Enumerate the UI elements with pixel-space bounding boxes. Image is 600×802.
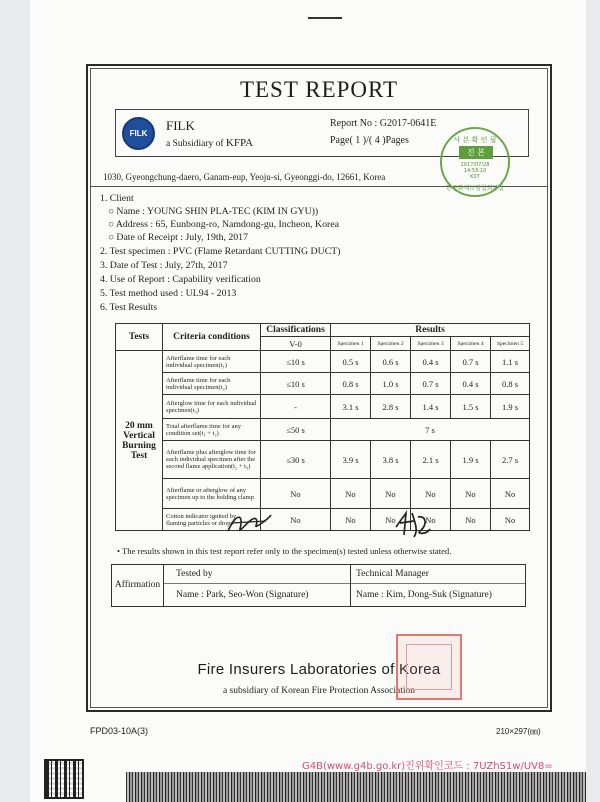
result-cell: No: [371, 479, 411, 509]
affirmation-box: [111, 564, 526, 607]
client-address: ○ Address : 65, Eunbong-ro, Namdong-gu, Incheon, Korea: [108, 219, 339, 230]
test-name-line: Test: [130, 450, 148, 461]
criteria-cell: Afterflame time for each individual specimen(t₂): [163, 373, 261, 395]
classification-cell: ≤10 s: [261, 351, 331, 373]
result-cell: 0.8 s: [331, 373, 371, 395]
header-specimen-4: Specimen 4: [451, 337, 491, 351]
result-cell: 1.1 s: [491, 351, 530, 373]
test-name-cell: [116, 351, 163, 531]
table-row: [116, 509, 530, 531]
client-receipt-date: ○ Date of Receipt : July, 19th, 2017: [108, 232, 248, 243]
result-cell: No: [451, 479, 491, 509]
result-cell: 3.1 s: [331, 395, 371, 419]
result-cell: 0.5 s: [331, 351, 371, 373]
org-address: 1030, Gyeongchung-daero, Ganam-eup, Yeoju-si, Gyeonggi-do, 12661, Korea: [103, 172, 386, 182]
org-subsidiary: [166, 137, 253, 149]
org-subsidiary-prefix: a Subsidiary of: [166, 139, 224, 149]
table-row: [116, 373, 530, 395]
signature-park-icon: [226, 509, 272, 537]
classification-cell: ≤50 s: [261, 419, 331, 441]
results-note: • The results shown in this test report refer only to the specimen(s) tested unless otherwise stated.: [117, 546, 452, 556]
form-code: FPD03-10A(3): [90, 726, 149, 736]
result-cell: No: [451, 509, 491, 531]
paper-size: 210×297(㎜): [496, 727, 541, 736]
header-specimen-1: Specimen 1: [331, 337, 371, 351]
result-cell: 2.1 s: [411, 441, 451, 479]
criteria-cell: Cotton indicator ignited by flaming particles or drops: [163, 509, 261, 531]
technical-manager-name: Name : Kim, Dong-Suk (Signature): [356, 590, 492, 600]
criteria-cell: Afterglow time for each individual specimen(t₃): [163, 395, 261, 419]
result-cell: 1.9 s: [451, 441, 491, 479]
lab-subsidiary: a subsidiary of Korean Fire Protection Association: [222, 686, 416, 696]
top-mark: [308, 17, 342, 19]
result-cell: 0.8 s: [491, 373, 530, 395]
report-pages: Page( 1 )/( 4 )Pages: [330, 135, 409, 146]
header-classifications: Classifications: [261, 324, 331, 337]
test-method: 5. Test method used : UL94 - 2013: [100, 288, 237, 299]
stamp-time: 14:53:10: [463, 168, 487, 174]
org-name: FILK: [166, 118, 195, 133]
classification-cell: ≤30 s: [261, 441, 331, 479]
result-cell: 0.4 s: [451, 373, 491, 395]
classification-cell: ≤10 s: [261, 373, 331, 395]
client-heading: 1. Client: [100, 193, 134, 204]
filk-logo-icon: [122, 117, 155, 150]
result-cell: 0.7 s: [451, 351, 491, 373]
criteria-cell: Total afterflame time for any condition set(t₁ + t₂): [163, 419, 261, 441]
qr-code-icon: [44, 759, 84, 799]
stamp-bottom-text: 한국화재보험협회부설: [446, 185, 504, 192]
result-cell: 1.4 s: [411, 395, 451, 419]
tested-by-label: Tested by: [176, 569, 213, 579]
table-row: [116, 479, 530, 509]
result-cell: 1.5 s: [451, 395, 491, 419]
table-row: [116, 419, 530, 441]
barcode-icon: [126, 772, 586, 802]
header-criteria: Criteria conditions: [163, 324, 261, 351]
client-name: ○ Name : YOUNG SHIN PLA-TEC (KIM IN GYU)): [108, 206, 319, 217]
result-cell: 3.8 s: [371, 441, 411, 479]
logo-text: FILK: [129, 129, 148, 138]
test-date: 3. Date of Test : July, 27th, 2017: [100, 260, 228, 271]
report-use: 4. Use of Report : Capability verification: [100, 274, 261, 285]
result-cell: No: [371, 509, 411, 531]
stamp-code: K07: [470, 174, 480, 180]
result-cell: No: [411, 479, 451, 509]
header-v0: V-0: [261, 337, 331, 351]
test-name-line: Burning: [122, 440, 156, 451]
result-cell: 0.7 s: [411, 373, 451, 395]
header-specimen-5: Specimen 5: [491, 337, 530, 351]
seal-inner-border: [406, 644, 452, 690]
result-cell: No: [491, 509, 530, 531]
criteria-cell: Afterflame or afterglow of any specimen up to the holding clamp: [163, 479, 261, 509]
result-cell: 0.6 s: [371, 351, 411, 373]
official-seal-icon: [396, 634, 462, 700]
stamp-date: 2017/07/28: [460, 162, 490, 168]
affirmation-label: Affirmation: [112, 565, 164, 606]
criteria-cell: Afterflame time for each individual specimen(t₁): [163, 351, 261, 373]
g4b-verification-code: G4B(www.g4b.go.kr)진위확인코드 : 7UZhS1w/UV8=: [302, 761, 553, 772]
classification-cell: -: [261, 395, 331, 419]
header-specimen-2: Specimen 2: [371, 337, 411, 351]
report-title: TEST REPORT: [239, 77, 399, 102]
results-table: [115, 323, 530, 531]
table-row: [116, 351, 530, 373]
table-row: [116, 441, 530, 479]
org-parent: KFPA: [225, 137, 254, 149]
result-cell: No: [331, 509, 371, 531]
classification-cell: No: [261, 509, 331, 531]
result-cell: 1.9 s: [491, 395, 530, 419]
result-cell: No: [411, 509, 451, 531]
technical-manager-label: Technical Manager: [356, 569, 429, 579]
affirmation-divider: [164, 583, 525, 584]
stamp-top-text: 사 본 확 인 필: [453, 136, 497, 144]
stamp-mid-text: 진 본: [459, 146, 493, 159]
result-cell: 1.0 s: [371, 373, 411, 395]
result-cell: 0.4 s: [411, 351, 451, 373]
result-cell: 2.8 s: [371, 395, 411, 419]
classification-cell: No: [261, 479, 331, 509]
result-cell: 2.7 s: [491, 441, 530, 479]
report-number: Report No : G2017-0641E: [330, 118, 437, 129]
lab-name: Fire Insurers Laboratories of Korea: [197, 661, 441, 678]
header-tests: Tests: [116, 324, 163, 351]
criteria-cell: Afterflame plus afterglow time for each individual specimen after the second flame application(t₂ + t₃): [163, 441, 261, 479]
total-result-cell: 7 s: [331, 419, 530, 441]
header-results: Results: [331, 324, 530, 337]
stamp-date-block: [442, 162, 508, 180]
test-specimen: 2. Test specimen : PVC (Flame Retardant CUTTING DUCT): [100, 246, 341, 257]
tested-by-name: Name : Park, Seo-Won (Signature): [176, 590, 309, 600]
header-specimen-3: Specimen 3: [411, 337, 451, 351]
table-row: [116, 395, 530, 419]
authenticity-stamp-icon: [440, 127, 510, 197]
test-name-line: Vertical: [123, 430, 155, 441]
result-cell: 3.9 s: [331, 441, 371, 479]
test-results-heading: 6. Test Results: [100, 302, 158, 313]
test-name-line: 20 mm: [125, 420, 153, 431]
signature-kim-icon: [392, 509, 432, 539]
result-cell: No: [491, 479, 530, 509]
result-cell: No: [331, 479, 371, 509]
affirmation-column-divider: [350, 565, 351, 606]
